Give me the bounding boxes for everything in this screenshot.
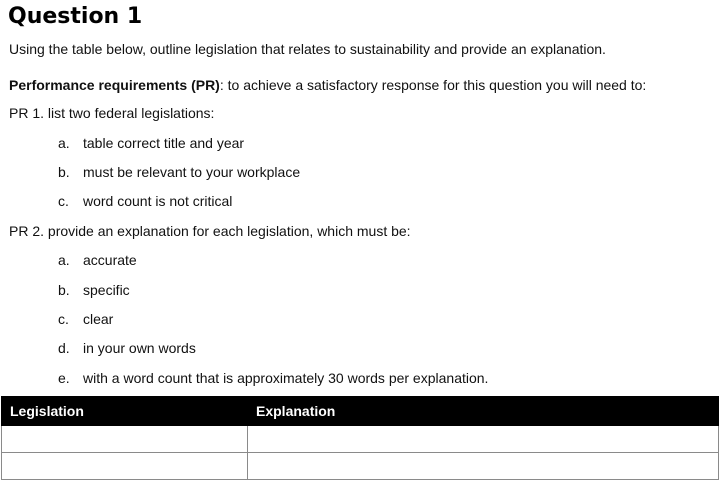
legislation-table	[1, 396, 719, 480]
explanation-cell[interactable]	[248, 453, 719, 480]
list-item-text: accurate	[83, 252, 137, 268]
list-item	[58, 369, 488, 387]
table-row	[2, 453, 719, 480]
question-instruction: Using the table below, outline legislation that relates to sustainability and provide an explanation.	[9, 41, 606, 57]
list-marker: d.	[58, 340, 70, 356]
list-marker: c.	[58, 311, 69, 327]
list-item	[58, 310, 113, 328]
performance-heading: Performance requirements (PR)	[9, 77, 220, 93]
performance-requirements	[9, 76, 646, 94]
list-item	[58, 192, 232, 210]
list-item-text: in your own words	[83, 340, 196, 356]
list-item-text: specific	[83, 282, 130, 298]
question-title: Question 1	[8, 4, 143, 29]
list-marker: a.	[58, 252, 70, 268]
list-marker: c.	[58, 193, 69, 209]
list-marker: b.	[58, 282, 70, 298]
list-marker: a.	[58, 135, 70, 151]
list-marker: e.	[58, 370, 70, 386]
performance-intro: : to achieve a satisfactory response for this question you will need to:	[219, 77, 647, 93]
list-item	[58, 281, 130, 299]
legislation-header: Legislation	[2, 397, 248, 426]
list-item-text: word count is not critical	[83, 193, 233, 209]
list-item-text: must be relevant to your workplace	[83, 164, 301, 180]
list-item	[58, 251, 137, 269]
table-row	[2, 426, 719, 453]
pr2-label: PR 2. provide an explanation for each legislation, which must be:	[9, 223, 411, 239]
explanation-header: Explanation	[248, 397, 719, 426]
pr1-label: PR 1. list two federal legislations:	[9, 105, 215, 121]
list-item	[58, 163, 300, 181]
list-item	[58, 339, 196, 357]
legislation-cell[interactable]	[2, 426, 248, 453]
explanation-cell[interactable]	[248, 426, 719, 453]
list-item	[58, 134, 244, 152]
table-header-row	[2, 397, 719, 426]
list-item-text: table correct title and year	[83, 135, 245, 151]
list-marker: b.	[58, 164, 70, 180]
list-item-text: clear	[83, 311, 114, 327]
list-item-text: with a word count that is approximately 30 words per explanation.	[83, 370, 489, 386]
legislation-cell[interactable]	[2, 453, 248, 480]
